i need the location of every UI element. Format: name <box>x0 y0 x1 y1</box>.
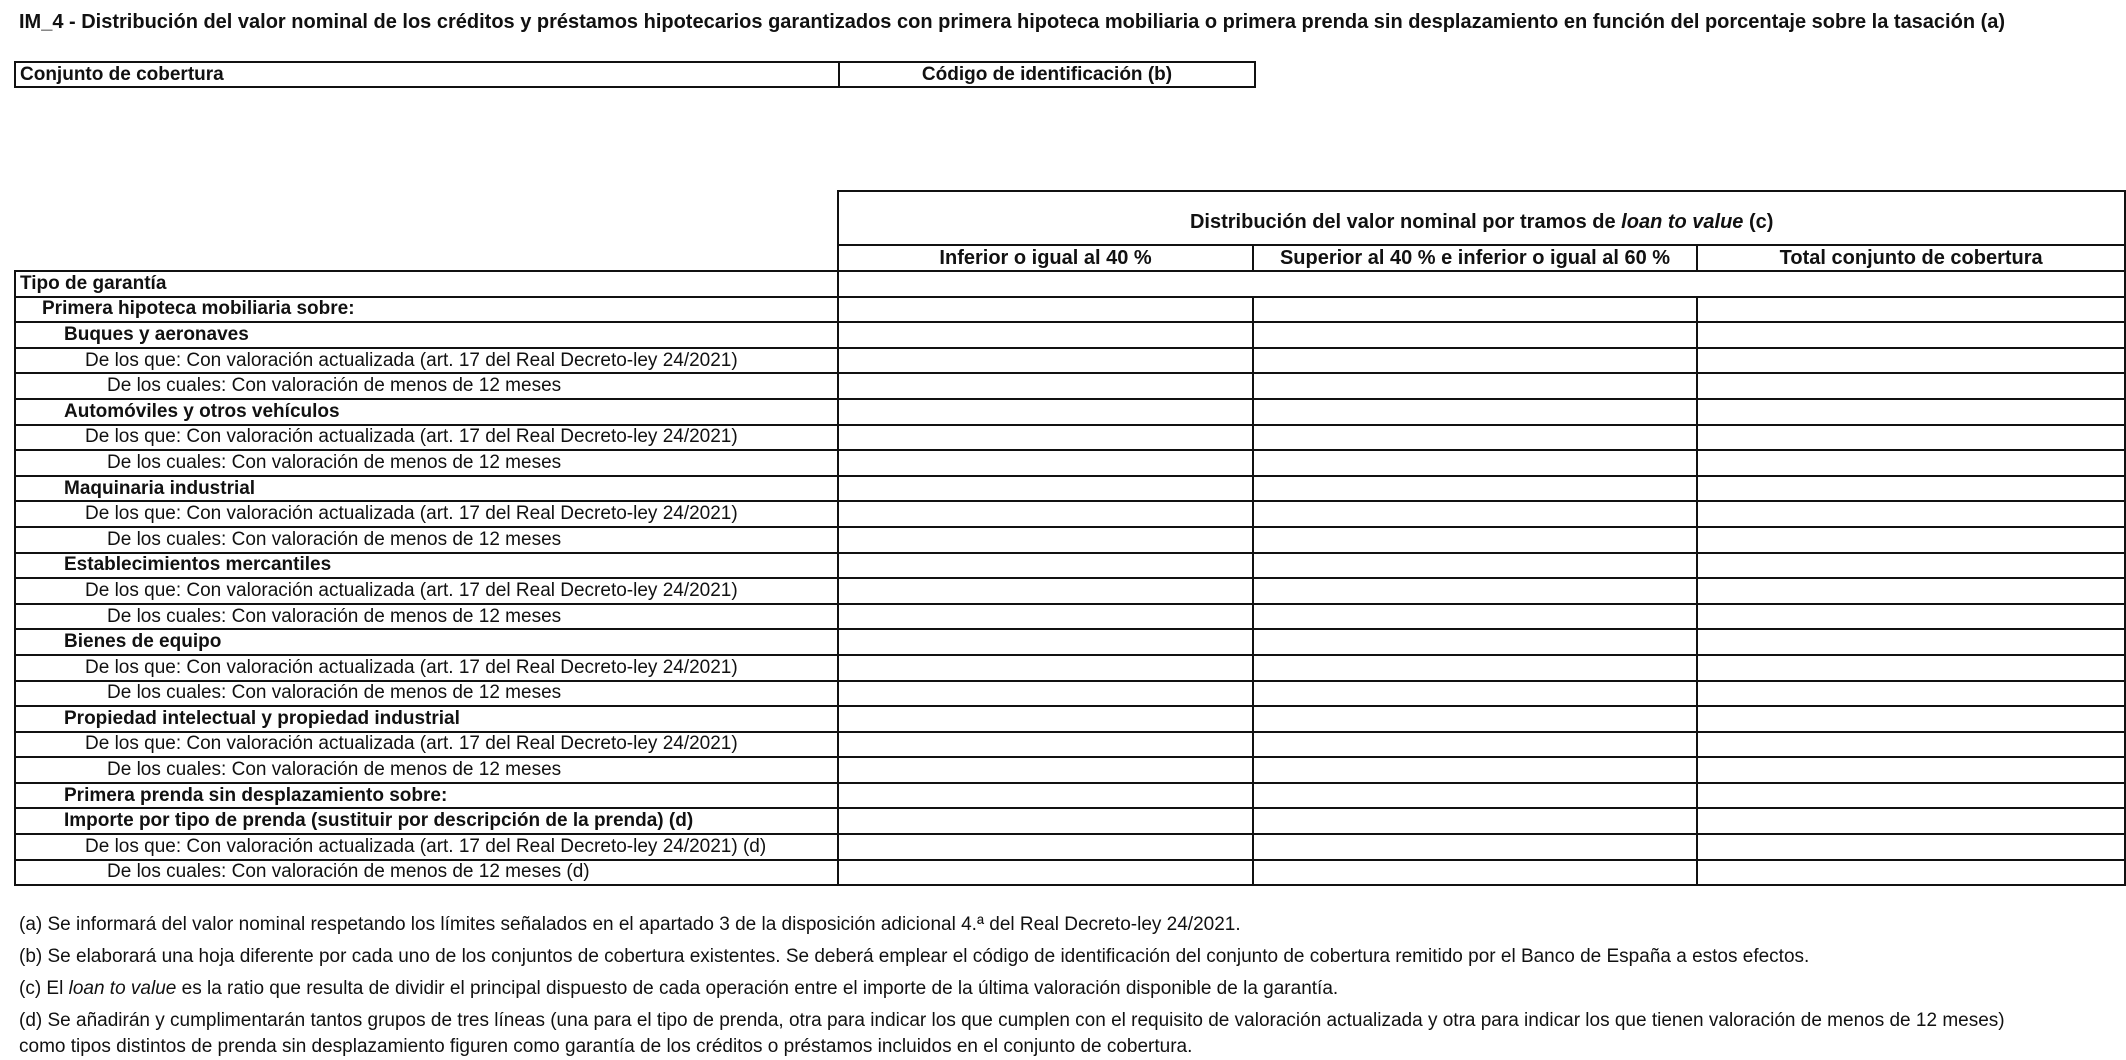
data-cell[interactable] <box>1253 348 1698 374</box>
table-row <box>15 834 2125 860</box>
table-row <box>15 527 2125 553</box>
table-row <box>15 604 2125 630</box>
row-label: Primera hipoteca mobiliaria sobre: <box>15 297 838 323</box>
data-cell[interactable] <box>1253 757 1698 783</box>
data-cell[interactable] <box>1697 860 2125 886</box>
data-cell[interactable] <box>1253 399 1698 425</box>
row-label: Maquinaria industrial <box>15 476 838 502</box>
footnote-c-suffix: es la ratio que resulta de dividir el principal dispuesto de cada operación entre el importe de la última valoración disponible de la garantía. <box>176 978 1339 999</box>
data-cell[interactable] <box>1253 501 1698 527</box>
identification-code-label: Código de identificación (b) <box>839 62 1255 87</box>
table-row <box>15 399 2125 425</box>
data-cell[interactable] <box>838 373 1252 399</box>
table-row <box>15 706 2125 732</box>
footnote-b: (b) Se elaborará una hoja diferente por cada uno de los conjuntos de cobertura existentes. Se deberá emplear el código de identificación del conjunto de cobertura remitido por el Banco de España a estos efectos. <box>19 946 1810 967</box>
data-cell[interactable] <box>838 271 2125 297</box>
table-row <box>15 476 2125 502</box>
table-row <box>15 297 2125 323</box>
table-row <box>15 501 2125 527</box>
row-label: De los que: Con valoración actualizada (art. 17 del Real Decreto-ley 24/2021) <box>15 732 838 758</box>
data-cell[interactable] <box>1253 604 1698 630</box>
footnote-c-italic: loan to value <box>68 978 177 999</box>
data-cell[interactable] <box>838 834 1252 860</box>
row-label: De los cuales: Con valoración de menos de 12 meses (d) <box>15 860 838 886</box>
data-cell[interactable] <box>1697 681 2125 707</box>
row-label: De los cuales: Con valoración de menos de 12 meses <box>15 681 838 707</box>
data-cell[interactable] <box>838 604 1252 630</box>
table-row <box>15 425 2125 451</box>
table-row <box>15 732 2125 758</box>
data-cell[interactable] <box>838 476 1252 502</box>
data-cell[interactable] <box>1253 527 1698 553</box>
data-cell[interactable] <box>1697 655 2125 681</box>
data-cell[interactable] <box>1697 322 2125 348</box>
data-cell[interactable] <box>1697 399 2125 425</box>
row-label: De los que: Con valoración actualizada (art. 17 del Real Decreto-ley 24/2021) <box>15 425 838 451</box>
table-row <box>15 348 2125 374</box>
data-cell[interactable] <box>838 527 1252 553</box>
data-cell[interactable] <box>1253 860 1698 886</box>
table-row <box>15 322 2125 348</box>
table-row <box>15 655 2125 681</box>
data-cell[interactable] <box>838 322 1252 348</box>
row-label: De los cuales: Con valoración de menos de 12 meses <box>15 757 838 783</box>
row-label: De los cuales: Con valoración de menos de 12 meses <box>15 527 838 553</box>
data-cell[interactable] <box>1253 732 1698 758</box>
data-cell[interactable] <box>838 757 1252 783</box>
table-row <box>15 629 2125 655</box>
data-cell[interactable] <box>1253 476 1698 502</box>
data-cell[interactable] <box>1697 629 2125 655</box>
footnotes <box>19 912 2119 1060</box>
data-cell[interactable] <box>838 578 1252 604</box>
data-cell[interactable] <box>1697 578 2125 604</box>
data-cell[interactable] <box>838 655 1252 681</box>
header-spacer <box>15 191 838 245</box>
footnote-d-line-2: como tipos distintos de prenda sin desplazamiento figuren como garantía de los créditos o préstamos incluidos en el conjunto de cobertura. <box>19 1036 1193 1057</box>
table-row <box>15 450 2125 476</box>
footnote-c <box>19 976 2119 1002</box>
coverage-set-label: Conjunto de cobertura <box>15 62 839 87</box>
data-cell[interactable] <box>838 732 1252 758</box>
ltv-group-header-prefix: Distribución del valor nominal por tramos de <box>1189 210 1622 233</box>
data-cell[interactable] <box>1253 450 1698 476</box>
data-cell[interactable] <box>1253 297 1698 323</box>
data-cell[interactable] <box>1697 348 2125 374</box>
row-label: De los cuales: Con valoración de menos de 12 meses <box>15 604 838 630</box>
data-cell[interactable] <box>1253 681 1698 707</box>
data-cell[interactable] <box>838 553 1252 579</box>
row-label: De los que: Con valoración actualizada (art. 17 del Real Decreto-ley 24/2021) (d) <box>15 834 838 860</box>
data-cell[interactable] <box>1697 808 2125 834</box>
table-row <box>15 578 2125 604</box>
ltv-group-header-italic: loan to value <box>1621 210 1744 233</box>
ltv-group-header <box>838 191 2125 245</box>
row-label: Automóviles y otros vehículos <box>15 399 838 425</box>
column-header-ltv-40: Inferior o igual al 40 % <box>838 245 1252 271</box>
row-label: De los que: Con valoración actualizada (art. 17 del Real Decreto-ley 24/2021) <box>15 655 838 681</box>
row-label: Propiedad intelectual y propiedad industrial <box>15 706 838 732</box>
data-cell[interactable] <box>1697 476 2125 502</box>
row-label: Primera prenda sin desplazamiento sobre: <box>15 783 838 809</box>
data-cell[interactable] <box>838 348 1252 374</box>
data-cell[interactable] <box>1697 604 2125 630</box>
row-label: Tipo de garantía <box>15 271 838 297</box>
data-cell[interactable] <box>1697 527 2125 553</box>
row-label: De los cuales: Con valoración de menos de 12 meses <box>15 450 838 476</box>
row-label: Establecimientos mercantiles <box>15 553 838 579</box>
row-label: De los que: Con valoración actualizada (art. 17 del Real Decreto-ley 24/2021) <box>15 578 838 604</box>
table-row <box>15 553 2125 579</box>
footnote-a: (a) Se informará del valor nominal respetando los límites señalados en el apartado 3 de la disposición adicional 4.ª del Real Decreto-ley 24/2021. <box>19 914 1241 935</box>
row-label: Importe por tipo de prenda (sustituir por descripción de la prenda) (d) <box>15 808 838 834</box>
data-cell[interactable] <box>838 629 1252 655</box>
data-cell[interactable] <box>838 399 1252 425</box>
data-cell[interactable] <box>838 501 1252 527</box>
row-label: De los que: Con valoración actualizada (art. 17 del Real Decreto-ley 24/2021) <box>15 348 838 374</box>
data-cell[interactable] <box>1253 834 1698 860</box>
data-cell[interactable] <box>1253 808 1698 834</box>
page-title: IM_4 - Distribución del valor nominal de los créditos y préstamos hipotecarios garantizados con primera hipoteca mobiliaria o primera prenda sin desplazamiento en función del porcentaje sobre la tasación (a) <box>19 11 2006 33</box>
data-cell[interactable] <box>1697 757 2125 783</box>
table-row <box>15 271 2125 297</box>
data-cell[interactable] <box>1253 629 1698 655</box>
data-cell[interactable] <box>1697 501 2125 527</box>
data-cell[interactable] <box>838 297 1252 323</box>
data-cell[interactable] <box>1697 297 2125 323</box>
data-cell[interactable] <box>1253 553 1698 579</box>
footnote-c-prefix: (c) El <box>19 978 69 999</box>
header-spacer <box>15 245 838 271</box>
data-cell[interactable] <box>1697 553 2125 579</box>
ltv-group-header-suffix: (c) <box>1743 210 1774 233</box>
column-header-ltv-40-60: Superior al 40 % e inferior o igual al 60 % <box>1253 245 1698 271</box>
table-row <box>15 860 2125 886</box>
data-cell[interactable] <box>838 706 1252 732</box>
data-cell[interactable] <box>1253 425 1698 451</box>
coverage-id-table <box>14 61 1256 88</box>
row-label: De los que: Con valoración actualizada (art. 17 del Real Decreto-ley 24/2021) <box>15 501 838 527</box>
data-cell[interactable] <box>838 860 1252 886</box>
data-cell[interactable] <box>1253 783 1698 809</box>
footnote-d-line-1: (d) Se añadirán y cumplimentarán tantos grupos de tres líneas (una para el tipo de prenda, otra para indicar los que cumplen con el requisito de valoración actualizada y otra para indicar los que tienen valoración de menos de 12 meses) <box>19 1010 2005 1031</box>
data-cell[interactable] <box>838 425 1252 451</box>
table-row <box>15 757 2125 783</box>
data-cell[interactable] <box>1253 655 1698 681</box>
table-row <box>15 783 2125 809</box>
data-cell[interactable] <box>1697 706 2125 732</box>
row-label: Bienes de equipo <box>15 629 838 655</box>
data-cell[interactable] <box>1253 706 1698 732</box>
data-cell[interactable] <box>1697 834 2125 860</box>
data-cell[interactable] <box>1697 783 2125 809</box>
table-row <box>15 681 2125 707</box>
data-cell[interactable] <box>1697 373 2125 399</box>
data-cell[interactable] <box>1697 732 2125 758</box>
ltv-distribution-table <box>14 190 2126 886</box>
data-cell[interactable] <box>838 783 1252 809</box>
data-cell[interactable] <box>1253 373 1698 399</box>
data-cell[interactable] <box>838 450 1252 476</box>
data-cell[interactable] <box>1697 450 2125 476</box>
column-header-total: Total conjunto de cobertura <box>1697 245 2125 271</box>
data-cell[interactable] <box>1253 578 1698 604</box>
table-row <box>15 808 2125 834</box>
data-cell[interactable] <box>1697 425 2125 451</box>
row-label: Buques y aeronaves <box>15 322 838 348</box>
row-label: De los cuales: Con valoración de menos de 12 meses <box>15 373 838 399</box>
data-cell[interactable] <box>1253 322 1698 348</box>
data-cell[interactable] <box>838 681 1252 707</box>
table-row <box>15 373 2125 399</box>
data-cell[interactable] <box>838 808 1252 834</box>
